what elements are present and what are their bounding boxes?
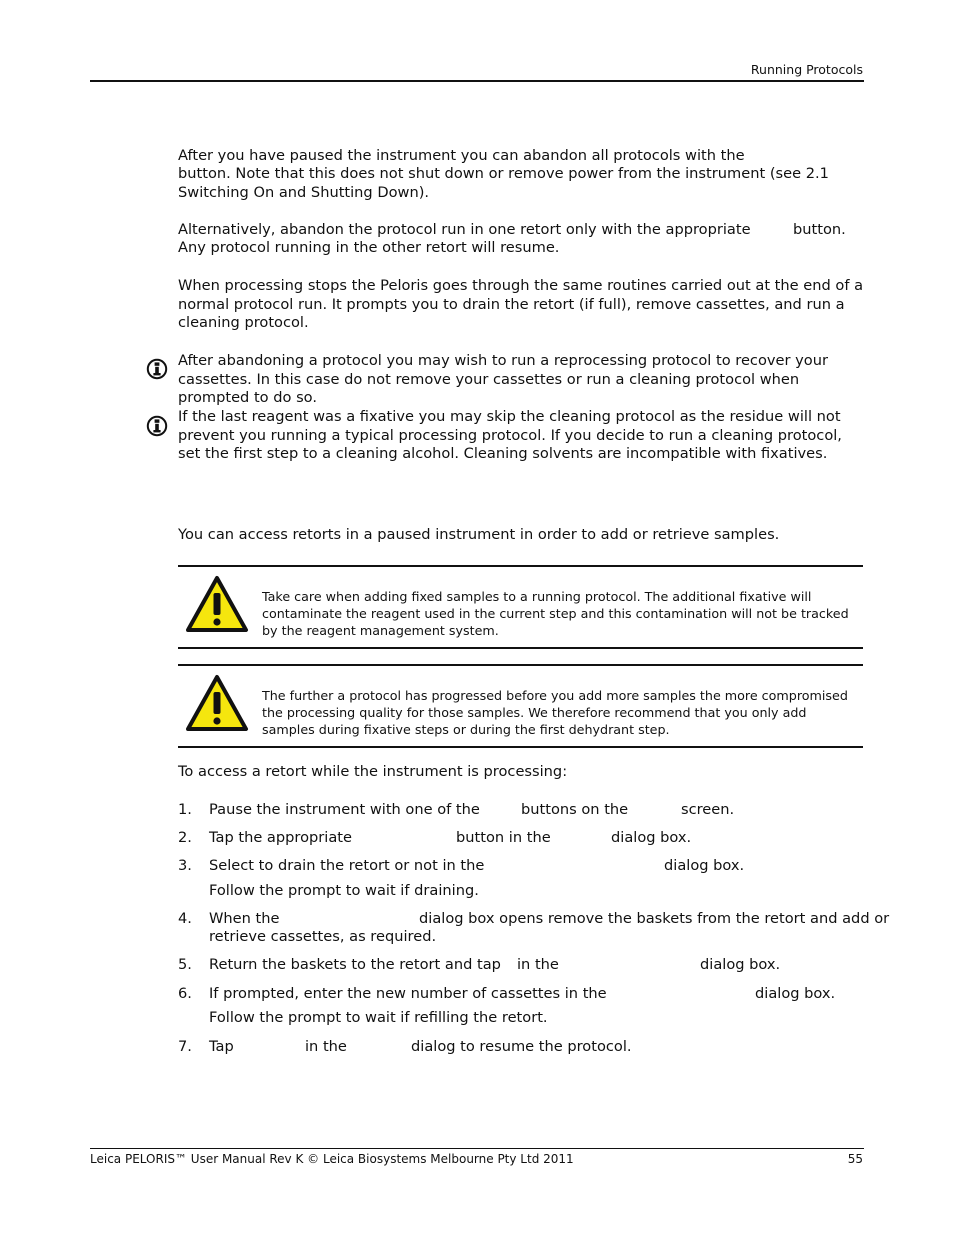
alternative-paragraph-c: Any protocol running in the other retort will resume.: [178, 239, 560, 256]
note-fixative: If the last reagent was a fixative you may skip the cleaning protocol as the residue will not prevent you running a typical processing protocol. If you decide to run a cleaning protocol, set the first step to a cleaning alcohol. Cleaning solvents are incompatible with fixatives.: [178, 408, 842, 462]
step-number: 5.: [178, 956, 192, 973]
step-text: retrieve cassettes, as required.: [209, 928, 437, 945]
page-number: 55: [847, 1152, 863, 1166]
step-text: dialog box.: [664, 857, 745, 874]
step-text: When the: [209, 910, 280, 927]
warning-triangle-icon: [185, 575, 249, 633]
step-text: Tap the appropriate: [209, 829, 352, 846]
step-number: 7.: [178, 1038, 192, 1055]
processing-stops-paragraph: When processing stops the Peloris goes through the same routines carried out at the end of a normal protocol run. It prompts you to drain the retort (if full), remove cassettes, and run a cleaning protocol.: [178, 277, 864, 331]
caution-box: [178, 664, 863, 748]
info-icon: [146, 415, 168, 437]
note-reprocessing: After abandoning a protocol you may wish to run a reprocessing protocol to recover your cassettes. In this case do not remove your cassettes or run a cleaning protocol when prompted to do so.: [178, 352, 828, 406]
footer-rule: [90, 1148, 864, 1149]
step-number: 3.: [178, 857, 192, 874]
step-text: in the: [305, 1038, 347, 1055]
abandon-paragraph-line2: button. Note that this does not shut down or remove power from the instrument (see 2.1 Switching On and Shutting Down).: [178, 165, 829, 201]
running-header: Running Protocols: [750, 62, 863, 77]
warning-triangle-icon: [185, 674, 249, 732]
step-text: in the: [517, 956, 559, 973]
step-number: 2.: [178, 829, 192, 846]
step-text: screen.: [681, 801, 735, 818]
step-text: Return the baskets to the retort and tap: [209, 956, 501, 973]
step-text: button in the: [456, 829, 551, 846]
step-text: dialog to resume the protocol.: [411, 1038, 632, 1055]
step-text: Pause the instrument with one of the: [209, 801, 480, 818]
step-text: Tap: [209, 1038, 234, 1055]
step-text: Select to drain the retort or not in the: [209, 857, 485, 874]
step-text: buttons on the: [521, 801, 629, 818]
procedure-intro: To access a retort while the instrument is processing:: [178, 763, 568, 780]
access-intro: You can access retorts in a paused instrument in order to add or retrieve samples.: [178, 526, 780, 543]
step-number: 1.: [178, 801, 192, 818]
step-text: dialog box.: [611, 829, 692, 846]
step-number: 4.: [178, 910, 192, 927]
step-text: dialog box.: [755, 985, 836, 1002]
step-text: If prompted, enter the new number of cassettes in the: [209, 985, 607, 1002]
abandon-paragraph-line1: After you have paused the instrument you can abandon all protocols with the: [178, 147, 745, 164]
caution-box: [178, 565, 863, 649]
step-text: dialog box opens remove the baskets from the retort and add or: [419, 910, 890, 927]
step-subtext: Follow the prompt to wait if draining.: [209, 882, 479, 899]
alternative-paragraph-b: button.: [793, 221, 846, 238]
step-subtext: Follow the prompt to wait if refilling the retort.: [209, 1009, 548, 1026]
caution-text: Take care when adding fixed samples to a running protocol. The additional fixative will contaminate the reagent used in the current step and this contamination will not be tracked by the reagent management system.: [262, 589, 849, 638]
step-text: dialog box.: [700, 956, 781, 973]
header-rule: [90, 80, 864, 82]
alternative-paragraph-a: Alternatively, abandon the protocol run in one retort only with the appropriate: [178, 221, 751, 238]
footer-copyright: Leica PELORIS™ User Manual Rev K © Leica Biosystems Melbourne Pty Ltd 2011: [90, 1152, 574, 1166]
info-icon: [146, 358, 168, 380]
step-number: 6.: [178, 985, 192, 1002]
caution-text: The further a protocol has progressed before you add more samples the more compromised the processing quality for those samples. We therefore recommend that you only add samples during fixative steps or during the first dehydrant step.: [262, 688, 848, 737]
